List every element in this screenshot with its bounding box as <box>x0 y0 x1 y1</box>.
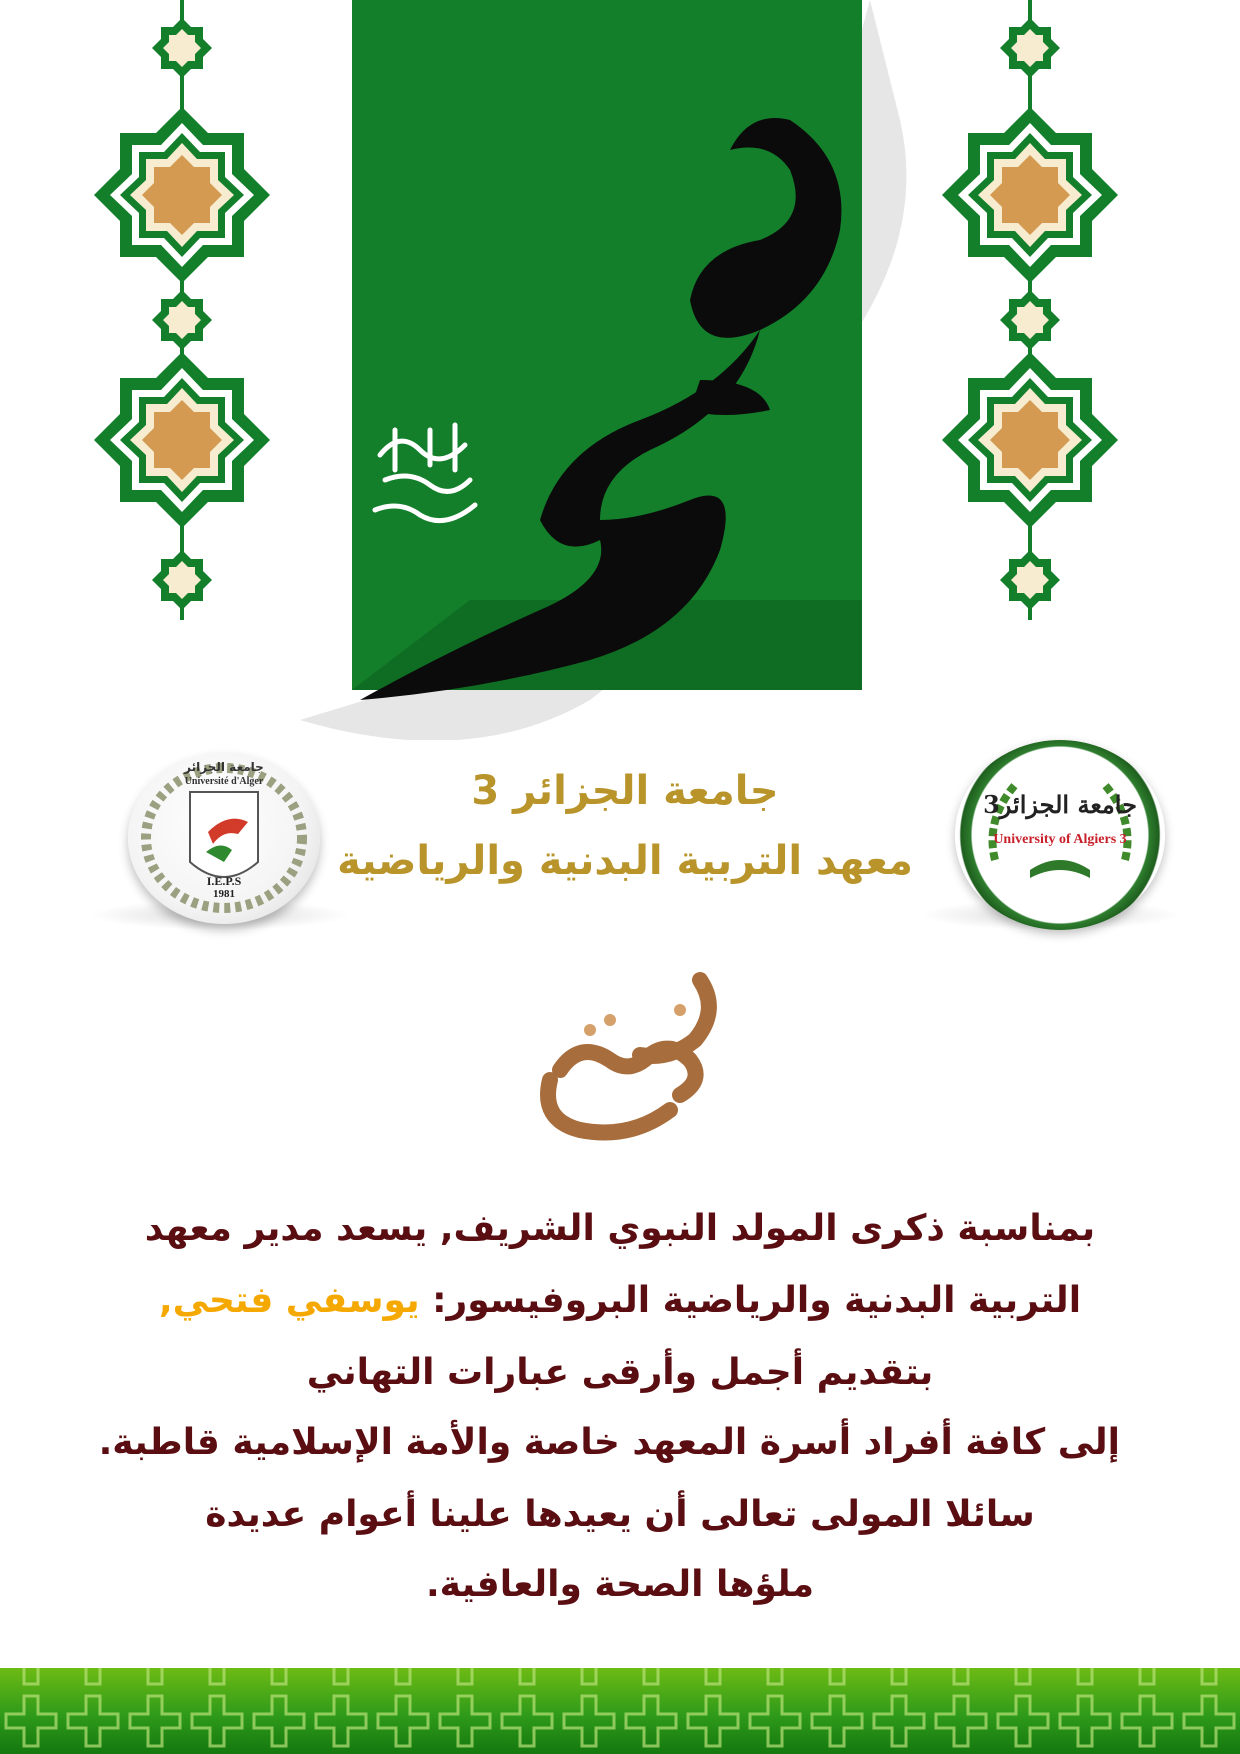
algiers3-logo-arabic: جامعة الجزائر3 <box>983 790 1137 819</box>
ieps-logo-french: Université d'Alger <box>184 776 264 787</box>
algiers3-logo-english: University of Algiers 3 <box>993 832 1127 847</box>
header-artwork <box>0 0 1240 740</box>
message-line-6: ملؤها الصحة والعافية. <box>425 1564 815 1605</box>
lantern-chain-left <box>94 0 270 620</box>
ieps-logo <box>128 752 320 924</box>
message-line-4: إلى كافة أفراد أسرة المعهد خاصة والأمة الإسلامية قاطبة. <box>98 1422 1120 1463</box>
ieps-logo-year: 1981 <box>213 888 235 900</box>
message-line-2-text: التربية البدنية والرياضية البروفيسور: <box>419 1280 1082 1321</box>
message-line-1: بمناسبة ذكرى المولد النبوي الشريف, يسعد مدير معهد <box>144 1208 1096 1249</box>
message-line-3: بتقديم أجمل وأرقى عبارات التهاني <box>306 1352 934 1393</box>
message-line-5: سائلا المولى تعالى أن يعيدها علينا أعوام عديدة <box>205 1494 1035 1535</box>
message-line-2 <box>120 1280 1120 1321</box>
institute-title: معهد التربية البدنية والرياضية <box>337 838 913 884</box>
director-name: يوسفي فتحي, <box>158 1280 420 1321</box>
lantern-chain-right <box>942 0 1118 620</box>
university-title: جامعة الجزائر 3 <box>471 768 779 814</box>
ieps-logo-acronym: I.E.P.S <box>206 874 242 888</box>
ieps-logo-arabic: جامعة الجزائر <box>184 760 264 774</box>
greeting-calligraphy <box>520 950 760 1170</box>
footer-pattern-band <box>0 1668 1240 1754</box>
university-algiers3-logo <box>955 740 1165 930</box>
